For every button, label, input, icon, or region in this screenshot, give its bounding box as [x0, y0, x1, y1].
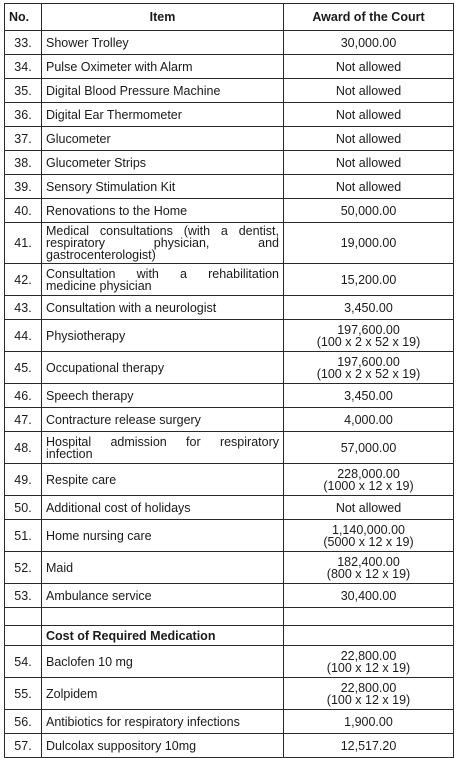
row-item: Dulcolax suppository 10mg: [42, 734, 284, 758]
row-item: Sensory Stimulation Kit: [42, 175, 284, 199]
row-number: 57.: [5, 734, 42, 758]
table-row: [5, 175, 454, 199]
table-row: [5, 223, 454, 264]
row-item: Renovations to the Home: [42, 199, 284, 223]
row-number: 56.: [5, 710, 42, 734]
table-row: [5, 710, 454, 734]
award-amount: 4,000.00: [344, 412, 393, 427]
table-row: [5, 79, 454, 103]
award-amount: Not allowed: [335, 179, 402, 194]
row-item: Physiotherapy: [42, 320, 284, 352]
award-amount: 1,900.00: [344, 714, 393, 729]
award-amount: 228,000.00: [337, 466, 400, 481]
award-calculation: (100 x 2 x 52 x 19): [316, 334, 421, 349]
table-row: [5, 678, 454, 710]
row-award: [284, 175, 454, 199]
award-amount: 30,400.00: [340, 588, 397, 603]
table-row: [5, 127, 454, 151]
row-item: Occupational therapy: [42, 352, 284, 384]
award-amount: 3,450.00: [344, 388, 393, 403]
row-number: 39.: [5, 175, 42, 199]
row-award: [284, 127, 454, 151]
row-number: 35.: [5, 79, 42, 103]
table-row: [5, 320, 454, 352]
row-award: [284, 384, 454, 408]
award-amount: 1,140,000.00: [332, 522, 405, 537]
award-amount: Not allowed: [335, 155, 402, 170]
award-calculation: (100 x 12 x 19): [326, 692, 411, 707]
award-amount: 12,517.20: [340, 738, 397, 753]
award-amount: 15,200.00: [340, 272, 397, 287]
table-row: [5, 734, 454, 758]
row-number: 50.: [5, 496, 42, 520]
row-award: [284, 646, 454, 678]
table-row: [5, 464, 454, 496]
award-amount: 57,000.00: [340, 440, 397, 455]
row-award: [284, 734, 454, 758]
row-item: Respite care: [42, 464, 284, 496]
table-row: [5, 103, 454, 127]
award-amount: 197,600.00: [337, 322, 400, 337]
table-row: [5, 296, 454, 320]
table-row: [5, 352, 454, 384]
row-award: [284, 408, 454, 432]
row-award: [284, 79, 454, 103]
header-award: Award of the Court: [284, 4, 454, 31]
row-number: 45.: [5, 352, 42, 384]
award-amount: Not allowed: [335, 131, 402, 146]
row-item: Pulse Oximeter with Alarm: [42, 55, 284, 79]
row-award: [284, 199, 454, 223]
row-award: [284, 678, 454, 710]
row-item: Contracture release surgery: [42, 408, 284, 432]
row-item: Additional cost of holidays: [42, 496, 284, 520]
row-number: 49.: [5, 464, 42, 496]
table-row: [5, 408, 454, 432]
row-award: [284, 432, 454, 464]
section-award-cell: [284, 626, 454, 646]
row-award: [284, 55, 454, 79]
row-award: [284, 264, 454, 296]
blank-cell: [42, 608, 284, 626]
row-number: 52.: [5, 552, 42, 584]
row-number: 54.: [5, 646, 42, 678]
row-award: [284, 223, 454, 264]
row-item: Consultation with a rehabilitation medicine physician: [42, 264, 284, 296]
row-award: [284, 552, 454, 584]
header-row: [5, 4, 454, 31]
table-row: [5, 496, 454, 520]
table-row: [5, 151, 454, 175]
table-row: [5, 264, 454, 296]
table-row: [5, 199, 454, 223]
row-number: 46.: [5, 384, 42, 408]
award-calculation: (100 x 2 x 52 x 19): [316, 366, 421, 381]
row-item: Medical consultations (with a dentist, respiratory physician, and gastrocenterologist): [42, 223, 284, 264]
row-item: Ambulance service: [42, 584, 284, 608]
row-award: [284, 151, 454, 175]
table-row: [5, 520, 454, 552]
row-award: [284, 464, 454, 496]
row-award: [284, 710, 454, 734]
row-award: [284, 320, 454, 352]
award-calculation: (1000 x 12 x 19): [323, 478, 414, 493]
award-amount: 197,600.00: [337, 354, 400, 369]
row-item: Consultation with a neurologist: [42, 296, 284, 320]
row-item: Baclofen 10 mg: [42, 646, 284, 678]
table-row: [5, 55, 454, 79]
award-amount: 22,800.00: [340, 648, 397, 663]
row-award: [284, 31, 454, 55]
row-item: Digital Ear Thermometer: [42, 103, 284, 127]
row-number: 34.: [5, 55, 42, 79]
row-item: Hospital admission for respiratory infection: [42, 432, 284, 464]
table-row: [5, 432, 454, 464]
row-award: [284, 352, 454, 384]
award-amount: 30,000.00: [340, 35, 397, 50]
row-number: 37.: [5, 127, 42, 151]
table-row: [5, 384, 454, 408]
row-item: Glucometer: [42, 127, 284, 151]
award-amount: 50,000.00: [340, 203, 397, 218]
row-award: [284, 520, 454, 552]
row-number: 36.: [5, 103, 42, 127]
section-row: [5, 626, 454, 646]
award-amount: Not allowed: [335, 83, 402, 98]
section-title: Cost of Required Medication: [42, 626, 284, 646]
row-number: 55.: [5, 678, 42, 710]
award-calculation: (100 x 12 x 19): [326, 660, 411, 675]
row-number: 42.: [5, 264, 42, 296]
award-amount: Not allowed: [335, 500, 402, 515]
row-item: Antibiotics for respiratory infections: [42, 710, 284, 734]
row-number: 40.: [5, 199, 42, 223]
award-amount: 182,400.00: [337, 554, 400, 569]
table-row: [5, 584, 454, 608]
table-row: [5, 552, 454, 584]
blank-cell: [284, 608, 454, 626]
row-number: 41.: [5, 223, 42, 264]
table-body: [5, 31, 454, 758]
award-amount: Not allowed: [335, 59, 402, 74]
row-item: Shower Trolley: [42, 31, 284, 55]
row-number: 51.: [5, 520, 42, 552]
award-amount: 3,450.00: [344, 300, 393, 315]
header-item: Item: [42, 4, 284, 31]
row-number: 43.: [5, 296, 42, 320]
table-row: [5, 31, 454, 55]
row-item: Zolpidem: [42, 678, 284, 710]
row-number: 53.: [5, 584, 42, 608]
row-award: [284, 584, 454, 608]
section-no-cell: [5, 626, 42, 646]
row-number: 47.: [5, 408, 42, 432]
row-number: 48.: [5, 432, 42, 464]
row-award: [284, 296, 454, 320]
row-number: 44.: [5, 320, 42, 352]
award-calculation: (800 x 12 x 19): [326, 566, 411, 581]
award-table: [4, 3, 454, 758]
blank-row: [5, 608, 454, 626]
award-amount: 22,800.00: [340, 680, 397, 695]
row-item: Home nursing care: [42, 520, 284, 552]
table-row: [5, 646, 454, 678]
row-number: 38.: [5, 151, 42, 175]
row-item: Speech therapy: [42, 384, 284, 408]
row-number: 33.: [5, 31, 42, 55]
blank-cell: [5, 608, 42, 626]
award-amount: Not allowed: [335, 107, 402, 122]
award-amount: 19,000.00: [340, 236, 397, 250]
row-item: Maid: [42, 552, 284, 584]
row-award: [284, 103, 454, 127]
award-calculation: (5000 x 12 x 19): [323, 534, 414, 549]
row-item: Glucometer Strips: [42, 151, 284, 175]
header-no: No.: [5, 4, 42, 31]
row-award: [284, 496, 454, 520]
row-item: Digital Blood Pressure Machine: [42, 79, 284, 103]
